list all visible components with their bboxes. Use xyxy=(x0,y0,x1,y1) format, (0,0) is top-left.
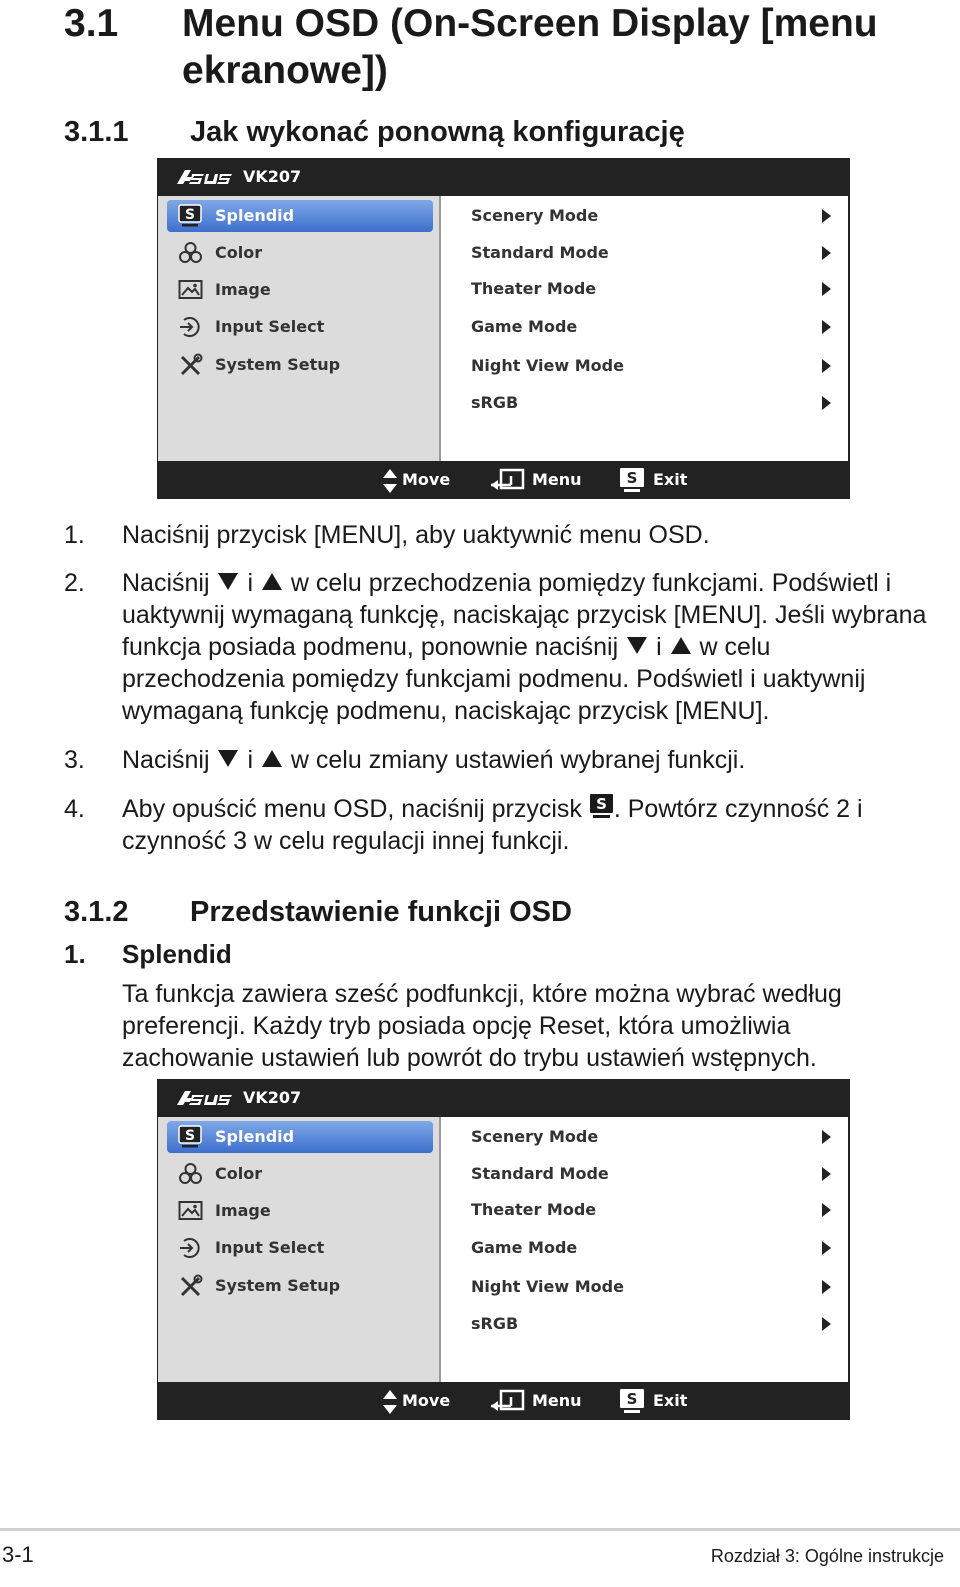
svg-text:S: S xyxy=(595,795,607,813)
osd-hint-menu xyxy=(487,467,587,493)
osd-submenu-item[interactable] xyxy=(471,1159,831,1189)
image-icon xyxy=(178,278,203,302)
osd-menu-label: Image xyxy=(215,280,271,299)
osd-menu-label: System Setup xyxy=(215,355,341,374)
osd-submenu-label: Game Mode xyxy=(471,317,578,336)
step-1 xyxy=(64,519,934,551)
osd-submenu-item[interactable] xyxy=(471,351,831,381)
osd-title-bar xyxy=(157,1079,850,1117)
hint-label: Move xyxy=(402,470,451,489)
osd-menu-item-splendid[interactable] xyxy=(167,200,433,232)
osd-submenu-item[interactable] xyxy=(471,1195,831,1225)
step-4 xyxy=(64,793,934,857)
function-name: Splendid xyxy=(122,939,232,969)
move-icon xyxy=(383,1390,397,1414)
function-description: Ta funkcja zawiera sześć podfunkcji, które można wybrać według preferencji. Każdy tryb posiada opcję Reset, która umożliwia zachowanie ustawień lub powrót do trybu ustawień wstępnych. xyxy=(122,980,842,1072)
step-text-part: w celu zmiany ustawień wybranej funkcji. xyxy=(290,746,746,774)
section-title: Jak wykonać ponowną konfigurację xyxy=(190,116,685,148)
step-number: 3. xyxy=(64,746,85,774)
footer-divider xyxy=(0,1528,960,1531)
osd-submenu-label: Night View Mode xyxy=(471,356,624,375)
osd-hint-bar xyxy=(157,461,850,499)
menu-return-icon xyxy=(489,1389,525,1413)
osd-menu-label: Input Select xyxy=(215,317,325,336)
section-heading xyxy=(64,115,764,149)
osd-main-menu xyxy=(158,196,441,461)
osd-menu-item-input-select[interactable] xyxy=(167,311,433,343)
svg-text:S: S xyxy=(184,1128,196,1144)
input-select-icon xyxy=(178,1236,203,1260)
osd-menu-item-system-setup[interactable] xyxy=(167,1270,433,1302)
down-triangle-icon xyxy=(218,750,238,767)
step-text-part: i xyxy=(656,633,662,661)
submenu-arrow-icon xyxy=(822,1203,831,1217)
hint-label: Exit xyxy=(653,470,688,489)
exit-s-icon xyxy=(589,793,614,820)
asus-logo xyxy=(175,1088,237,1108)
step-text-part: w celu przechodzenia pomiędzy funkcjami podmenu. Podświetl i uaktywnij wymaganą funkcję podmenu, naciskając przycisk [MENU]. xyxy=(122,633,866,725)
step-text-part: Aby opuścić menu OSD, naciśnij przycisk xyxy=(122,795,582,823)
osd-main-menu xyxy=(158,1117,441,1382)
submenu-arrow-icon xyxy=(822,1167,831,1181)
osd-menu-item-image[interactable] xyxy=(167,274,433,306)
osd-submenu-item[interactable] xyxy=(471,201,831,231)
osd-submenu xyxy=(441,1117,848,1382)
osd-submenu-label: Standard Mode xyxy=(471,243,609,262)
osd-menu-item-image[interactable] xyxy=(167,1195,433,1227)
osd-title-bar xyxy=(157,158,850,196)
osd-menu-label: Image xyxy=(215,1201,271,1220)
osd-submenu-label: sRGB xyxy=(471,1314,519,1333)
osd-menu-screenshot xyxy=(157,1079,850,1420)
submenu-arrow-icon xyxy=(822,396,831,410)
osd-hint-exit xyxy=(619,467,699,493)
osd-menu-label: Splendid xyxy=(215,1127,295,1146)
osd-model-name: VK207 xyxy=(243,167,302,186)
osd-hint-exit xyxy=(619,1388,699,1414)
down-triangle-icon xyxy=(627,637,647,654)
section-heading xyxy=(64,895,764,929)
osd-submenu-label: Scenery Mode xyxy=(471,206,599,225)
submenu-arrow-icon xyxy=(822,1241,831,1255)
submenu-arrow-icon xyxy=(822,320,831,334)
exit-s-icon xyxy=(619,467,645,493)
osd-submenu-item[interactable] xyxy=(471,312,831,342)
svg-text:S: S xyxy=(626,1390,638,1408)
system-setup-icon xyxy=(178,353,203,377)
submenu-arrow-icon xyxy=(822,1280,831,1294)
system-setup-icon xyxy=(178,1274,203,1298)
hint-label: Exit xyxy=(653,1391,688,1410)
image-icon xyxy=(178,1199,203,1223)
submenu-arrow-icon xyxy=(822,246,831,260)
osd-menu-item-system-setup[interactable] xyxy=(167,349,433,381)
submenu-arrow-icon xyxy=(822,1317,831,1331)
osd-submenu-label: Game Mode xyxy=(471,1238,578,1257)
submenu-arrow-icon xyxy=(822,209,831,223)
osd-submenu-label: Theater Mode xyxy=(471,1200,597,1219)
step-text-part: w celu przechodzenia pomiędzy funkcjami. Podświetl i uaktywnij wymaganą funkcję, naciskając przycisk [MENU]. Jeśli wybrana funkcja posiada podmenu, ponownie naciśnij xyxy=(122,569,927,661)
step-text xyxy=(122,567,934,727)
footer-chapter: Rozdział 3: Ogólne instrukcje xyxy=(710,1546,944,1566)
svg-text:S: S xyxy=(626,469,638,487)
osd-submenu-item[interactable] xyxy=(471,1272,831,1302)
heading-title: Menu OSD (On-Screen Display [menu ekranowe]) xyxy=(182,2,878,92)
up-triangle-icon xyxy=(262,750,282,767)
osd-menu-screenshot xyxy=(157,158,850,499)
step-2 xyxy=(64,567,934,727)
osd-menu-label: Color xyxy=(215,243,263,262)
osd-menu-item-splendid[interactable] xyxy=(167,1121,433,1153)
move-icon xyxy=(383,469,397,493)
step-text-part: Naciśnij xyxy=(122,569,210,597)
color-icon xyxy=(178,241,203,265)
osd-menu-item-color[interactable] xyxy=(167,1158,433,1190)
exit-s-icon xyxy=(619,1388,645,1414)
splendid-s-icon xyxy=(178,1125,203,1149)
osd-submenu-item[interactable] xyxy=(471,274,831,304)
up-triangle-icon xyxy=(262,573,282,590)
osd-menu-item-color[interactable] xyxy=(167,237,433,269)
svg-text:S: S xyxy=(184,207,196,223)
section-number: 3.1.1 xyxy=(64,116,129,148)
submenu-arrow-icon xyxy=(822,282,831,296)
step-text xyxy=(122,744,934,776)
osd-hint-menu xyxy=(487,1388,587,1414)
osd-submenu-item[interactable] xyxy=(471,1122,831,1152)
osd-menu-label: Splendid xyxy=(215,206,295,225)
step-text-part: i xyxy=(247,569,253,597)
osd-hint-move xyxy=(381,467,461,493)
input-select-icon xyxy=(178,315,203,339)
asus-logo xyxy=(175,167,237,187)
osd-menu-label: Input Select xyxy=(215,1238,325,1257)
step-text xyxy=(122,793,934,857)
osd-submenu-item[interactable] xyxy=(471,388,831,418)
heading-number: 3.1 xyxy=(64,2,119,45)
osd-model-name: VK207 xyxy=(243,1088,302,1107)
osd-menu-label: System Setup xyxy=(215,1276,341,1295)
osd-submenu xyxy=(441,196,848,461)
step-text: Naciśnij przycisk [MENU], aby uaktywnić menu OSD. xyxy=(122,521,710,549)
step-number: 2. xyxy=(64,569,85,597)
step-number: 1. xyxy=(64,521,85,549)
step-3 xyxy=(64,744,934,776)
submenu-arrow-icon xyxy=(822,1130,831,1144)
splendid-s-icon xyxy=(178,204,203,228)
osd-menu-item-input-select[interactable] xyxy=(167,1232,433,1264)
hint-label: Menu xyxy=(532,470,582,489)
section-number: 3.1.2 xyxy=(64,896,129,928)
osd-hint-move xyxy=(381,1388,461,1414)
function-title-splendid xyxy=(64,938,464,970)
step-text-part: . Powtórz czynność 2 i czynność 3 w celu regulacji innej funkcji. xyxy=(122,795,863,855)
osd-menu-label: Color xyxy=(215,1164,263,1183)
down-triangle-icon xyxy=(218,573,238,590)
submenu-arrow-icon xyxy=(822,359,831,373)
osd-submenu-item[interactable] xyxy=(471,238,831,268)
osd-submenu-label: Standard Mode xyxy=(471,1164,609,1183)
function-number: 1. xyxy=(64,939,86,969)
section-title: Przedstawienie funkcji OSD xyxy=(190,896,572,928)
osd-submenu-label: Scenery Mode xyxy=(471,1127,599,1146)
osd-hint-bar xyxy=(157,1382,850,1420)
osd-submenu-item[interactable] xyxy=(471,1309,831,1339)
osd-submenu-item[interactable] xyxy=(471,1233,831,1263)
osd-submenu-label: sRGB xyxy=(471,393,519,412)
footer-page-number: 3-1 xyxy=(2,1542,34,1567)
color-icon xyxy=(178,1162,203,1186)
osd-submenu-label: Night View Mode xyxy=(471,1277,624,1296)
step-number: 4. xyxy=(64,795,85,823)
menu-return-icon xyxy=(489,468,525,492)
step-text-part: Naciśnij xyxy=(122,746,210,774)
osd-submenu-label: Theater Mode xyxy=(471,279,597,298)
hint-label: Menu xyxy=(532,1391,582,1410)
page-heading xyxy=(64,0,954,94)
up-triangle-icon xyxy=(671,637,691,654)
hint-label: Move xyxy=(402,1391,451,1410)
step-text-part: i xyxy=(247,746,253,774)
